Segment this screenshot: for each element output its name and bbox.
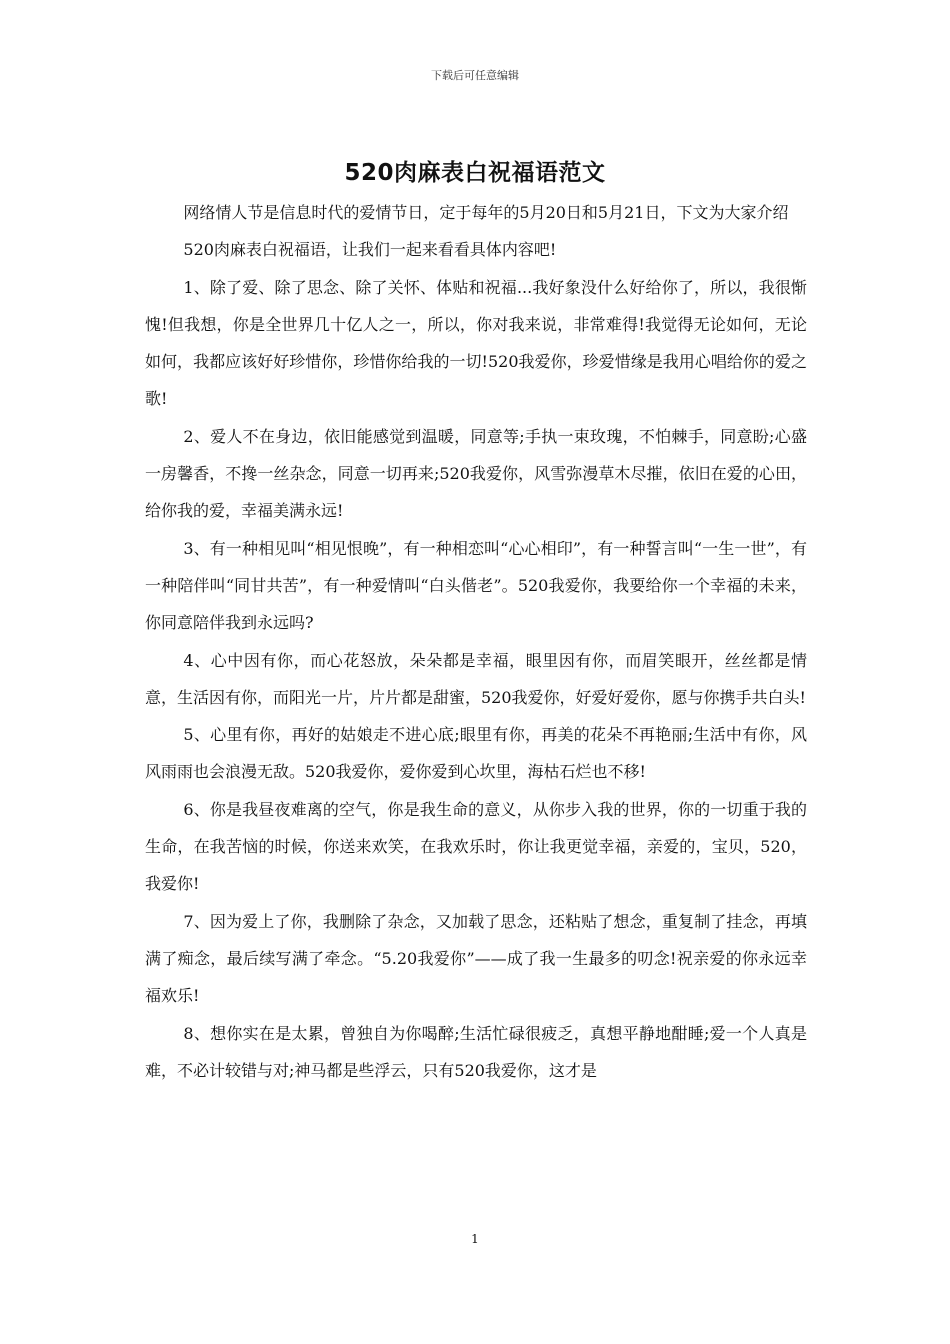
paragraph-item-3: 3、有一种相见叫“相见恨晚”，有一种相恋叫“心心相印”，有一种誓言叫“一生一世”，有一种陪伴叫“同甘共苦”，有一种爱情叫“白头偕老”。520我爱你，我要给你一个幸福的未来，你同意陪伴我到永远吗? bbox=[145, 538, 807, 633]
document-title: 520肉麻表白祝福语范文 bbox=[344, 160, 606, 186]
paragraph-item-6: 6、你是我昼夜难离的空气，你是我生命的意义，从你步入我的世界，你的一切重于我的生命，在我苦恼的时候，你送来欢笑，在我欢乐时，你让我更觉幸福，亲爱的，宝贝，520，我爱你! bbox=[145, 799, 807, 894]
document-body bbox=[145, 194, 807, 1089]
paragraph-item-8: 8、想你实在是太累，曾独自为你喝醉;生活忙碌很疲乏，真想平静地酣睡;爱一个人真是难，不必计较错与对;神马都是些浮云，只有520我爱你，这才是 bbox=[145, 1023, 807, 1080]
paragraph-item-5: 5、心里有你，再好的姑娘走不进心底;眼里有你，再美的花朵不再艳丽;生活中有你，风风雨雨也会浪漫无敌。520我爱你，爱你爱到心坎里，海枯石烂也不移! bbox=[145, 725, 807, 782]
paragraph-intro: 网络情人节是信息时代的爱情节日，定于每年的5月20日和5月21日，下文为大家介绍 bbox=[183, 203, 789, 222]
page-header: 下载后可任意编辑 bbox=[431, 69, 519, 82]
paragraph-item-4: 4、心中因有你，而心花怒放，朵朵都是幸福，眼里因有你，而眉笑眼开，丝丝都是情意，生活因有你，而阳光一片，片片都是甜蜜，520我爱你，好爱好爱你，愿与你携手共白头! bbox=[145, 650, 807, 707]
paragraph-lead: 520肉麻表白祝福语，让我们一起来看看具体内容吧! bbox=[183, 240, 557, 260]
paragraph-item-2: 2、爱人不在身边，依旧能感觉到温暖，同意等;手执一束玫瑰，不怕棘手，同意盼;心盛一房馨香，不搀一丝杂念，同意一切再来;520我爱你，风雪弥漫草木尽摧，依旧在爱的心田，给你我的爱，幸福美满永远! bbox=[145, 426, 807, 521]
paragraph-item-7: 7、因为爱上了你，我删除了杂念，又加载了思念，还粘贴了想念，重复制了挂念，再填满了痴念，最后续写满了牵念。“5.20我爱你”——成了我一生最多的叨念!祝亲爱的你永远幸福欢乐! bbox=[145, 911, 807, 1006]
paragraph-item-1: 1、除了爱、除了思念、除了关怀、体贴和祝福...我好象没什么好给你了，所以，我很惭愧!但我想，你是全世界几十亿人之一，所以，你对我来说，非常难得!我觉得无论如何，无论如何，我都应该好好珍惜你，珍惜你给我的一切!520我爱你，珍爱惜缘是我用心唱给你的爱之歌! bbox=[145, 277, 807, 409]
page-number: 1 bbox=[471, 1232, 479, 1246]
